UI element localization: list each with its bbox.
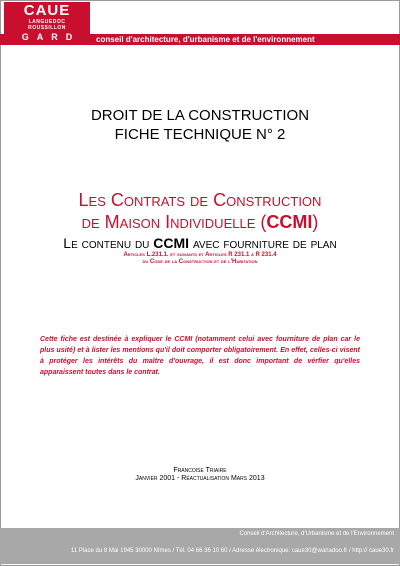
main-heading-line1: Les Contrats de Construction <box>78 190 322 210</box>
subheading-suffix: avec fourniture de plan <box>189 235 337 251</box>
main-heading-abbr: CCMI <box>266 212 313 232</box>
legal-reference-line2: du Code de la Construction et de l'Habitation <box>142 259 258 265</box>
main-heading-line2-suffix: ) <box>312 212 319 232</box>
subheading-abbr: CCMI <box>153 235 190 251</box>
main-heading-line2-prefix: de Maison Individuelle ( <box>81 212 267 232</box>
subheading <box>0 235 400 251</box>
footer-organization: Conseil d'Architecture, d'Urbanisme et de l'Environnement <box>239 531 394 537</box>
document-title <box>0 106 400 144</box>
logo-region-line1: LANGUEDOC <box>28 19 66 25</box>
caue-logo <box>4 2 90 42</box>
intro-paragraph: Cette fiche est destinée à expliquer le CCMI (notamment celui avec fourniture de plan car le plus usité) et à lister les mentions qu'il doit comporter obligatoirement. En effet, celles-ci visent à protéger les intérêts du maître d'ouvrage, il est donc important de vérfier qu'elles apparaissent toutes dans le contrat. <box>40 336 360 376</box>
author-name: Francoise Triaire <box>173 467 227 474</box>
author-dates: Janvier 2001 - Réactualisation Mars 2013 <box>135 475 265 482</box>
main-heading-line2 <box>0 211 400 233</box>
logo-main-text: CAUE <box>23 2 71 19</box>
document-title-line2: FICHE TECHNIQUE N° 2 <box>114 126 286 143</box>
logo-region-line2: ROUSSILLON <box>28 25 66 31</box>
header-tagline: conseil d'architecture, d'urbanisme et de l'environnement <box>96 35 315 44</box>
legal-reference-line1: Articles L.231.1. et suivants et Articles R 231.1 à R 231.4 <box>123 252 277 258</box>
main-heading <box>0 189 400 233</box>
footer-contact: 11 Place du 8 Mai 1945 30000 Nîmes / Tél. 04 66 36 10 60 / Adresse électronique: caue30@wanadoo.fr / http:// caue30.fr <box>70 548 394 554</box>
document-title-line1: DROIT DE LA CONSTRUCTION <box>90 107 310 124</box>
footer <box>0 528 400 564</box>
subheading-prefix: Le contenu du <box>63 235 154 251</box>
logo-region-text <box>4 19 90 31</box>
logo-department-text: GARD <box>21 32 81 42</box>
